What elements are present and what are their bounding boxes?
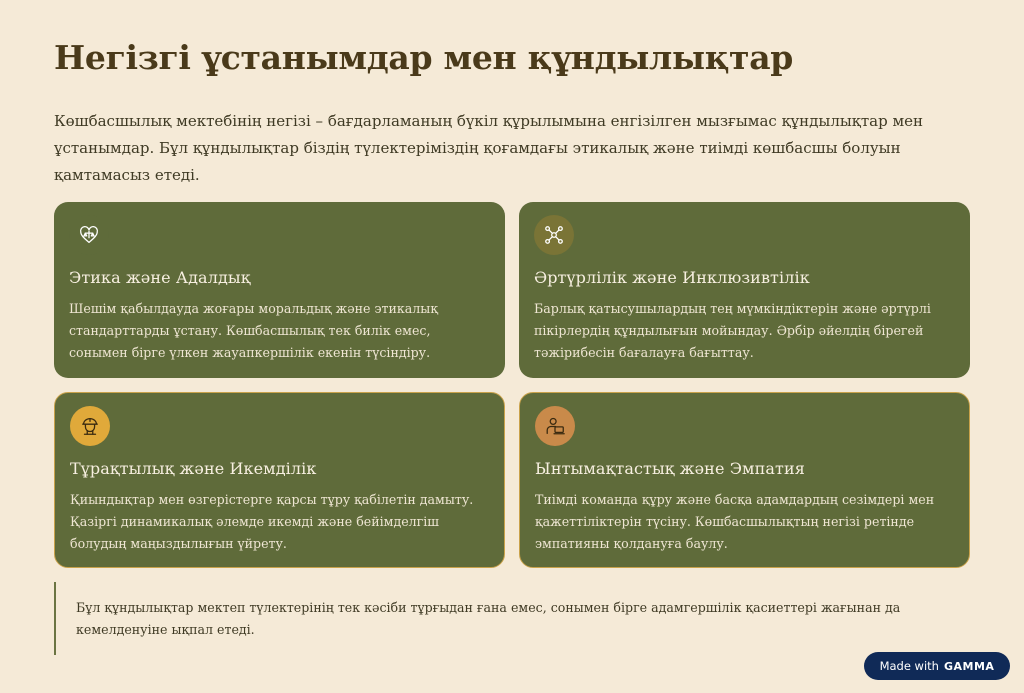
network-people-icon [543, 224, 565, 246]
person-helmet-icon [79, 415, 101, 437]
card-title: Әртүрлілік және Инклюзивтілік [534, 268, 810, 287]
person-laptop-icon [544, 415, 566, 437]
icon-container [534, 215, 574, 255]
icon-container [69, 215, 109, 255]
gamma-logo: GAMMA [943, 659, 995, 673]
icon-container [535, 406, 575, 446]
card-text: Қиындықтар мен өзгерістерге қарсы тұру қабілетін дамыту. Қазіргі динамикалық әлемде икемді және бейімделгіш болудың маңыздылығын үйрету. [70, 492, 474, 551]
closing-quote: Бұл құндылықтар мектеп түлектерінің тек кәсіби тұрғыдан ғана емес, сонымен бірге адамгершілік қасиеттері жағынан да кемелденуіне ықпал етеді. [54, 582, 969, 655]
card-resilience [54, 392, 505, 568]
badge-prefix: Made with [879, 659, 939, 673]
card-solidarity [519, 392, 970, 568]
page-title: Негізгі ұстанымдар мен құндылықтар [54, 38, 794, 77]
heart-scales-icon [78, 224, 100, 246]
card-ethics [54, 202, 505, 378]
icon-container [70, 406, 110, 446]
card-diversity [519, 202, 970, 378]
card-text: Тиімді команда құру және басқа адамдардың сезімдері мен қажеттіліктерін түсіну. Көшбасшылықтың негізі ретінде эмпатияны қолдануға баулу. [535, 492, 935, 551]
intro-paragraph: Көшбасшылық мектебінің негізі – бағдарламаның бүкіл құрылымына енгізілген мызғымас құндылықтар мен ұстанымдар. Бұл құндылықтар біздің түлектеріміздің қоғамдағы этикалық және тиімді көшбасшы болуын қамтамасыз етеді. [54, 112, 924, 184]
made-with-gamma-badge[interactable] [864, 652, 1010, 680]
card-text: Барлық қатысушылардың тең мүмкіндіктерін және әртүрлі пікірлердің құндылығын мойындау. Әрбір әйелдің бірегей тәжірибесін бағалауға бағыттау. [534, 301, 931, 360]
card-title: Этика және Адалдық [69, 268, 251, 287]
card-text: Шешім қабылдауда жоғары моральдық және этикалық стандарттарды ұстану. Көшбасшылық тек билік емес, сонымен бірге үлкен жауапкершілік екенін түсіндіру. [69, 301, 438, 360]
card-title: Тұрақтылық және Икемділік [70, 459, 317, 478]
card-title: Ынтымақтастық және Эмпатия [535, 459, 805, 478]
